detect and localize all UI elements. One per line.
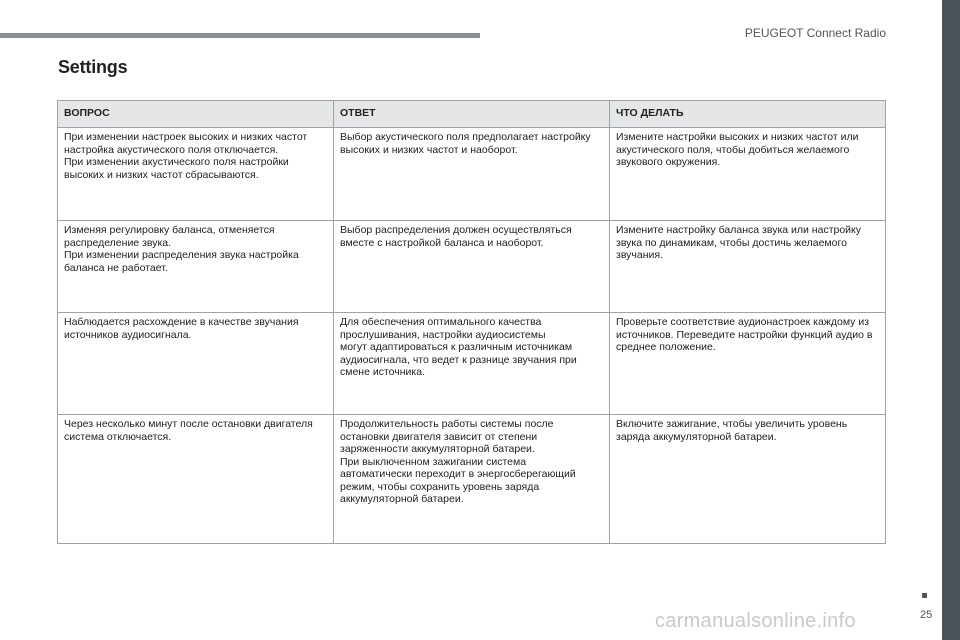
cell-text-line: прослушивания, настройки аудиосистемы <box>340 328 546 341</box>
cell-text-line: При изменении распределения звука настройка <box>64 249 299 261</box>
answer-cell <box>334 128 610 221</box>
cell-text-line: При изменении настроек высоких и низких частот <box>64 131 308 143</box>
cell-text-line: Выбор распределения должен осуществляться <box>340 224 572 236</box>
cell-text-line: режим, чтобы сохранить уровень заряда <box>340 480 540 493</box>
cell-text-line: вместе с настройкой баланса и наоборот. <box>340 236 544 249</box>
table-row <box>58 313 886 415</box>
solution-cell <box>610 221 886 313</box>
cell-text-line: При изменении акустического поля настройки <box>64 156 289 168</box>
cell-text-line: Для обеспечения оптимального качества <box>340 316 542 328</box>
cell-text-line: остановки двигателя зависит от степени <box>340 430 538 443</box>
cell-text-line: высоких и низких частот сбрасываются. <box>64 168 259 181</box>
question-cell <box>58 221 334 313</box>
cell-text-line: система отключается. <box>64 430 172 443</box>
cell-text-line: Наблюдается расхождение в качестве звучания <box>64 316 299 328</box>
cell-text-line: среднее положение. <box>616 341 716 353</box>
table-header-row <box>58 101 886 128</box>
cell-text-line: звучания. <box>616 249 663 261</box>
cell-text-line: смене источника. <box>340 366 425 378</box>
watermark: carmanualsonline.info <box>655 610 856 632</box>
column-header-solution: ЧТО ДЕЛАТЬ <box>610 101 886 128</box>
cell-text-line: источников аудиосигнала. <box>64 328 192 341</box>
answer-cell <box>334 221 610 313</box>
page-number: 25 <box>920 609 933 621</box>
section-label: PEUGEOT Connect Radio <box>744 26 886 40</box>
header-rule <box>0 33 480 38</box>
cell-text-line: Включите зажигание, чтобы увеличить уровень <box>616 418 848 430</box>
solution-cell <box>610 128 886 221</box>
column-header-answer: ОТВЕТ <box>334 101 610 128</box>
faq-table <box>57 100 886 544</box>
cell-text-line: Проверьте соответствие аудионастроек каждому из <box>616 316 870 328</box>
solution-cell <box>610 313 886 415</box>
cell-text-line: звукового окружения. <box>616 156 721 168</box>
cell-text-line: Изменяя регулировку баланса, отменяется <box>64 224 275 236</box>
cell-text-line: При выключенном зажигании система <box>340 455 527 468</box>
page-marker <box>922 593 927 598</box>
cell-text-line: заряженности аккумуляторной батареи. <box>340 443 535 455</box>
cell-text-line: баланса не работает. <box>64 261 168 274</box>
table-row <box>58 415 886 544</box>
cell-text-line: могут адаптироваться к различным источникам <box>340 341 573 353</box>
question-cell <box>58 313 334 415</box>
question-cell <box>58 128 334 221</box>
cell-text-line: настройка акустического поля отключается. <box>64 143 279 156</box>
cell-text-line: Выбор акустического поля предполагает настройку <box>340 131 591 143</box>
answer-cell <box>334 415 610 544</box>
side-tab-strip <box>942 0 960 640</box>
cell-text-line: Измените настройку баланса звука или настройку <box>616 224 862 236</box>
cell-text-line: Измените настройки высоких и низких частот или <box>616 131 859 143</box>
answer-cell <box>334 313 610 415</box>
cell-text-line: аккумуляторной батареи. <box>340 493 464 505</box>
table-row <box>58 128 886 221</box>
column-header-question: ВОПРОС <box>58 101 334 128</box>
cell-text-line: акустического поля, чтобы добиться желаемого <box>616 143 850 156</box>
page-title: Settings <box>58 57 128 77</box>
cell-text-line: источников. Переведите настройки функций аудио в <box>616 328 873 341</box>
cell-text-line: высоких и низких частот и наоборот. <box>340 143 518 156</box>
table-row <box>58 221 886 313</box>
cell-text-line: автоматически переходит в энергосберегающий <box>340 468 576 480</box>
cell-text-line: Продолжительность работы системы после <box>340 418 554 430</box>
cell-text-line: аудиосигнала, что ведет к разнице звучания при <box>340 353 577 366</box>
question-cell <box>58 415 334 544</box>
cell-text-line: звука по динамикам, чтобы достичь желаемого <box>616 236 847 249</box>
solution-cell <box>610 415 886 544</box>
cell-text-line: заряда аккумуляторной батареи. <box>616 430 777 443</box>
cell-text-line: Через несколько минут после остановки двигателя <box>64 418 313 430</box>
cell-text-line: распределение звука. <box>64 236 172 249</box>
